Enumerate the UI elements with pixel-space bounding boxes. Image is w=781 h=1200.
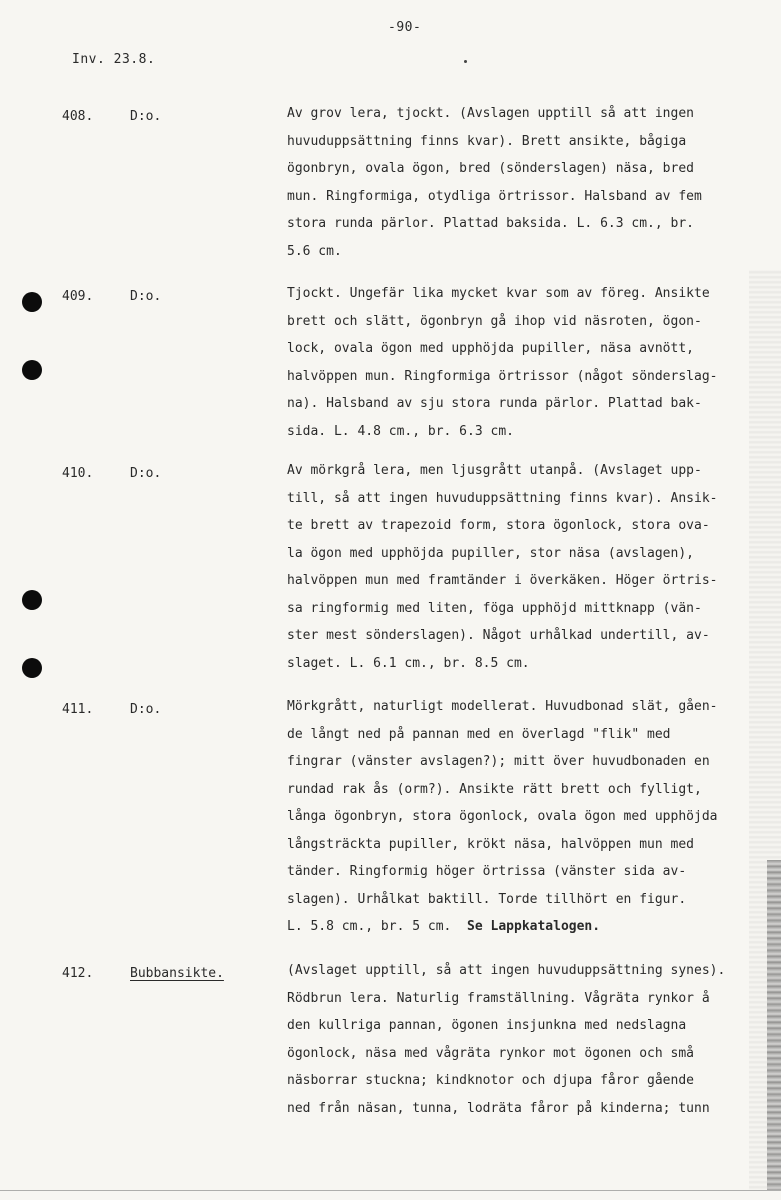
entry-label: D:o. <box>130 702 162 717</box>
page-number: -90- <box>388 20 422 35</box>
punch-hole <box>22 292 42 312</box>
description-line: halvöppen mun med framtänder i överkäken. Höger örtris- <box>287 573 718 588</box>
description-line: lock, ovala ögon med upphöjda pupiller, näsa avnött, <box>287 341 694 356</box>
description-line: na). Halsband av sju stora runda pärlor. Plattad bak- <box>287 396 702 411</box>
description-line: stora runda pärlor. Plattad baksida. L. 6.3 cm., br. <box>287 216 694 231</box>
punch-hole <box>22 360 42 380</box>
description-line: den kullriga pannan, ögonen insjunkna med nedslagna <box>287 1018 687 1033</box>
description-line: ögonlock, näsa med vågräta rynkor mot ögonen och små <box>287 1045 694 1061</box>
description-line: Rödbrun lera. Naturlig framställning. Vågräta rynkor å <box>287 990 710 1006</box>
entry-label: D:o. <box>130 466 162 481</box>
entry-description <box>287 957 745 1122</box>
description-line: huvuduppsättning finns kvar). Brett ansikte, bågiga <box>287 133 687 149</box>
description-line: Mörkgrått, naturligt modellerat. Huvudbonad slät, gåen- <box>287 699 718 714</box>
description-line: Av mörkgrå lera, men ljusgrått utanpå. (Avslaget upp- <box>287 463 702 478</box>
entry-label: D:o. <box>130 289 162 304</box>
entry-description <box>287 100 745 265</box>
description-line: till, så att ingen huvuduppsättning finns kvar). Ansik- <box>287 490 718 506</box>
description-line: tänder. Ringformig höger örtrissa (vänster sida av- <box>287 864 687 879</box>
entry-label: D:o. <box>130 109 162 124</box>
entry-label: Bubbansikte. <box>130 966 224 981</box>
description-line: slagen). Urhålkat baktill. Torde tillhört en figur. <box>287 891 687 907</box>
punch-hole <box>22 658 42 678</box>
description-line: ögonbryn, ovala ögon, bred (sönderslagen) näsa, bred <box>287 161 694 176</box>
inventory-reference: Inv. 23.8. <box>72 52 156 67</box>
description-line: de långt ned på pannan med en överlagd "flik" med <box>287 726 671 742</box>
description-line: sa ringformig med liten, föga upphöjd mittknapp (vän- <box>287 600 702 616</box>
description-line: fingrar (vänster avslagen?); mitt över huvudbonaden en <box>287 754 710 769</box>
description-line: sida. L. 4.8 cm., br. 6.3 cm. <box>287 423 514 439</box>
entry-number: 408. <box>62 109 94 124</box>
entry-description <box>287 693 745 941</box>
description-line: ned från näsan, tunna, lodräta fåror på kinderna; tunn <box>287 1100 710 1116</box>
scan-bottom-edge <box>0 1190 781 1191</box>
description-line: L. 5.8 cm., br. 5 cm. <box>287 919 452 934</box>
description-line: mun. Ringformiga, otydliga örtrissor. Halsband av fem <box>287 188 702 204</box>
description-line: rundad rak ås (orm?). Ansikte rätt brett och fylligt, <box>287 781 702 797</box>
description-line: långa ögonbryn, stora ögonlock, ovala ögon med upphöjda <box>287 809 718 824</box>
description-line: 5.6 cm. <box>287 243 342 259</box>
description-line: näsborrar stuckna; kindknotor och djupa fåror gående <box>287 1073 694 1088</box>
entry-number: 412. <box>62 966 94 981</box>
entry-number: 410. <box>62 466 94 481</box>
entry-number: 409. <box>62 289 94 304</box>
entry-number: 411. <box>62 702 94 717</box>
entry-description <box>287 457 745 677</box>
description-line: Av grov lera, tjockt. (Avslagen upptill så att ingen <box>287 106 694 121</box>
description-line: (Avslaget upptill, så att ingen huvuduppsättning synes). <box>287 963 726 978</box>
description-line: te brett av trapezoid form, stora ögonlock, stora ova- <box>287 518 710 533</box>
catalog-cross-reference: Se Lappkatalogen. <box>467 919 601 934</box>
description-line: la ögon med upphöjda pupiller, stor näsa (avslagen), <box>287 545 694 561</box>
scan-edge-dark <box>767 860 781 1190</box>
description-line: långsträckta pupiller, krökt näsa, halvöppen mun med <box>287 836 694 852</box>
description-line: brett och slätt, ögonbryn gå ihop vid näsroten, ögon- <box>287 313 702 329</box>
description-line: halvöppen mun. Ringformiga örtrissor (något sönderslag- <box>287 368 718 384</box>
description-line: Tjockt. Ungefär lika mycket kvar som av föreg. Ansikte <box>287 286 710 301</box>
description-line-with-note <box>287 913 745 941</box>
punch-hole <box>22 590 42 610</box>
description-line: ster mest sönderslagen). Något urhålkad undertill, av- <box>287 628 710 643</box>
entry-description <box>287 280 745 445</box>
ink-dot <box>464 60 467 63</box>
description-line: slaget. L. 6.1 cm., br. 8.5 cm. <box>287 655 530 671</box>
